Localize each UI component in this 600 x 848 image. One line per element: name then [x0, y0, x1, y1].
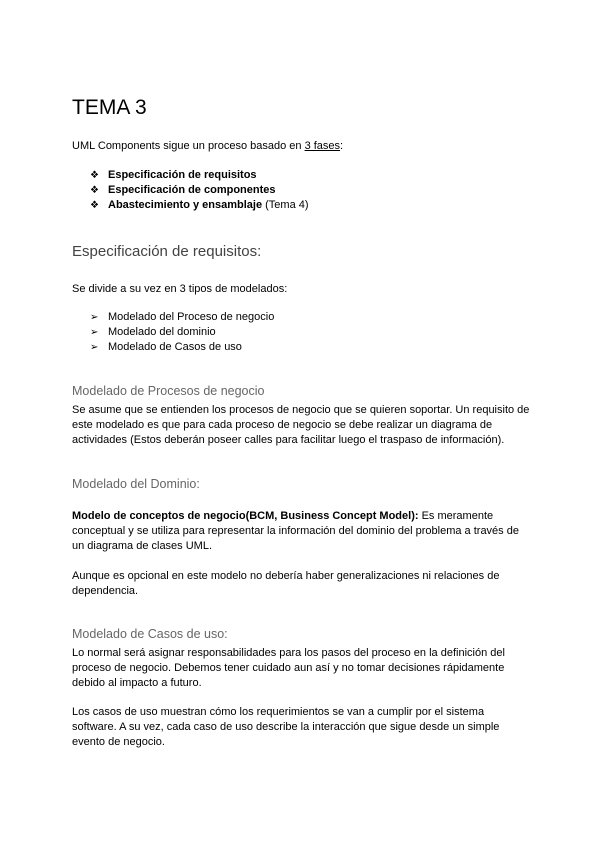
phase-suffix: (Tema 4)	[262, 199, 309, 211]
intro-text-after: :	[340, 140, 344, 152]
subsection-heading: Modelado de Procesos de negocio	[72, 384, 265, 398]
page-title: TEMA 3	[72, 96, 147, 119]
phase-label: Especificación de requisitos	[108, 169, 257, 181]
list-item	[72, 325, 530, 340]
uso-heading-block	[72, 626, 530, 642]
title-block	[72, 95, 530, 121]
diamond-bullet-icon: ❖	[90, 185, 99, 196]
phases-list	[72, 168, 530, 213]
subsection-heading: Modelado del Dominio:	[72, 477, 200, 491]
uso-text-2: Los casos de uso muestran cómo los requerimientos se van a cumplir por el sistema software. A su vez, cada caso de uso describe la interacción que sigue desde un simple evento de negocio.	[72, 706, 500, 748]
model-label: Modelado del Proceso de negocio	[108, 311, 275, 323]
phase-label: Abastecimiento y ensamblaje	[108, 199, 263, 211]
list-item	[72, 340, 530, 355]
list-item	[72, 198, 530, 213]
diamond-bullet-icon: ❖	[90, 170, 99, 181]
intro-underlined: 3 fases	[304, 140, 341, 152]
model-label: Modelado del dominio	[108, 326, 216, 338]
spec-heading-block	[72, 242, 530, 261]
diamond-bullet-icon: ❖	[90, 200, 99, 211]
section-heading: Especificación de requisitos:	[72, 243, 262, 260]
uso-text-1: Lo normal será asignar responsabilidades para los pasos del proceso en la definición del proceso de negocio. Debemos tener cuidado aun así y no tomar decisiones rápidamente debido al impacto a futuro.	[72, 647, 505, 689]
arrow-bullet-icon: ➢	[90, 327, 99, 338]
intro-text-before: UML Components sigue un proceso basado en	[72, 140, 305, 152]
dom-heading-block	[72, 476, 530, 492]
spec-intro-text: Se divide a su vez en 3 tipos de modelados:	[72, 283, 288, 295]
arrow-bullet-icon: ➢	[90, 342, 99, 353]
proc-paragraph	[72, 403, 530, 448]
intro-paragraph	[72, 139, 530, 154]
dom-text-bold: Modelo de conceptos de negocio(BCM, Business Concept Model):	[72, 510, 419, 522]
proc-heading-block	[72, 383, 530, 399]
model-label: Modelado de Casos de uso	[108, 341, 242, 353]
arrow-bullet-icon: ➢	[90, 312, 99, 323]
intro-text	[72, 139, 530, 154]
subsection-heading: Modelado de Casos de uso:	[72, 627, 228, 641]
spec-intro-paragraph	[72, 282, 530, 297]
models-list	[72, 310, 530, 355]
models-list-block	[72, 310, 530, 355]
phases-list-block	[72, 168, 530, 213]
dom-paragraph-2	[72, 569, 530, 599]
proc-text: Se asume que se entienden los procesos de negocio que se quieren soportar. Un requisito de este modelado es que para cada proceso de negocio se debe realizar un diagrama de actividades (Estos deberán poseer calles para facilitar luego el traspaso de información).	[72, 404, 530, 446]
uso-paragraph-2	[72, 705, 530, 750]
phase-label: Especificación de componentes	[108, 184, 276, 196]
list-item	[72, 168, 530, 183]
dom-paragraph	[72, 509, 530, 554]
dom-text-rest: Es meramente conceptual y se utiliza para representar la información del dominio del problema a través de un diagrama de clases UML.	[72, 510, 519, 552]
list-item	[72, 183, 530, 198]
dom-text-2: Aunque es opcional en este modelo no debería haber generalizaciones ni relaciones de dependencia.	[72, 570, 500, 597]
list-item	[72, 310, 530, 325]
dom-text	[72, 509, 530, 554]
uso-paragraph-1	[72, 646, 530, 691]
